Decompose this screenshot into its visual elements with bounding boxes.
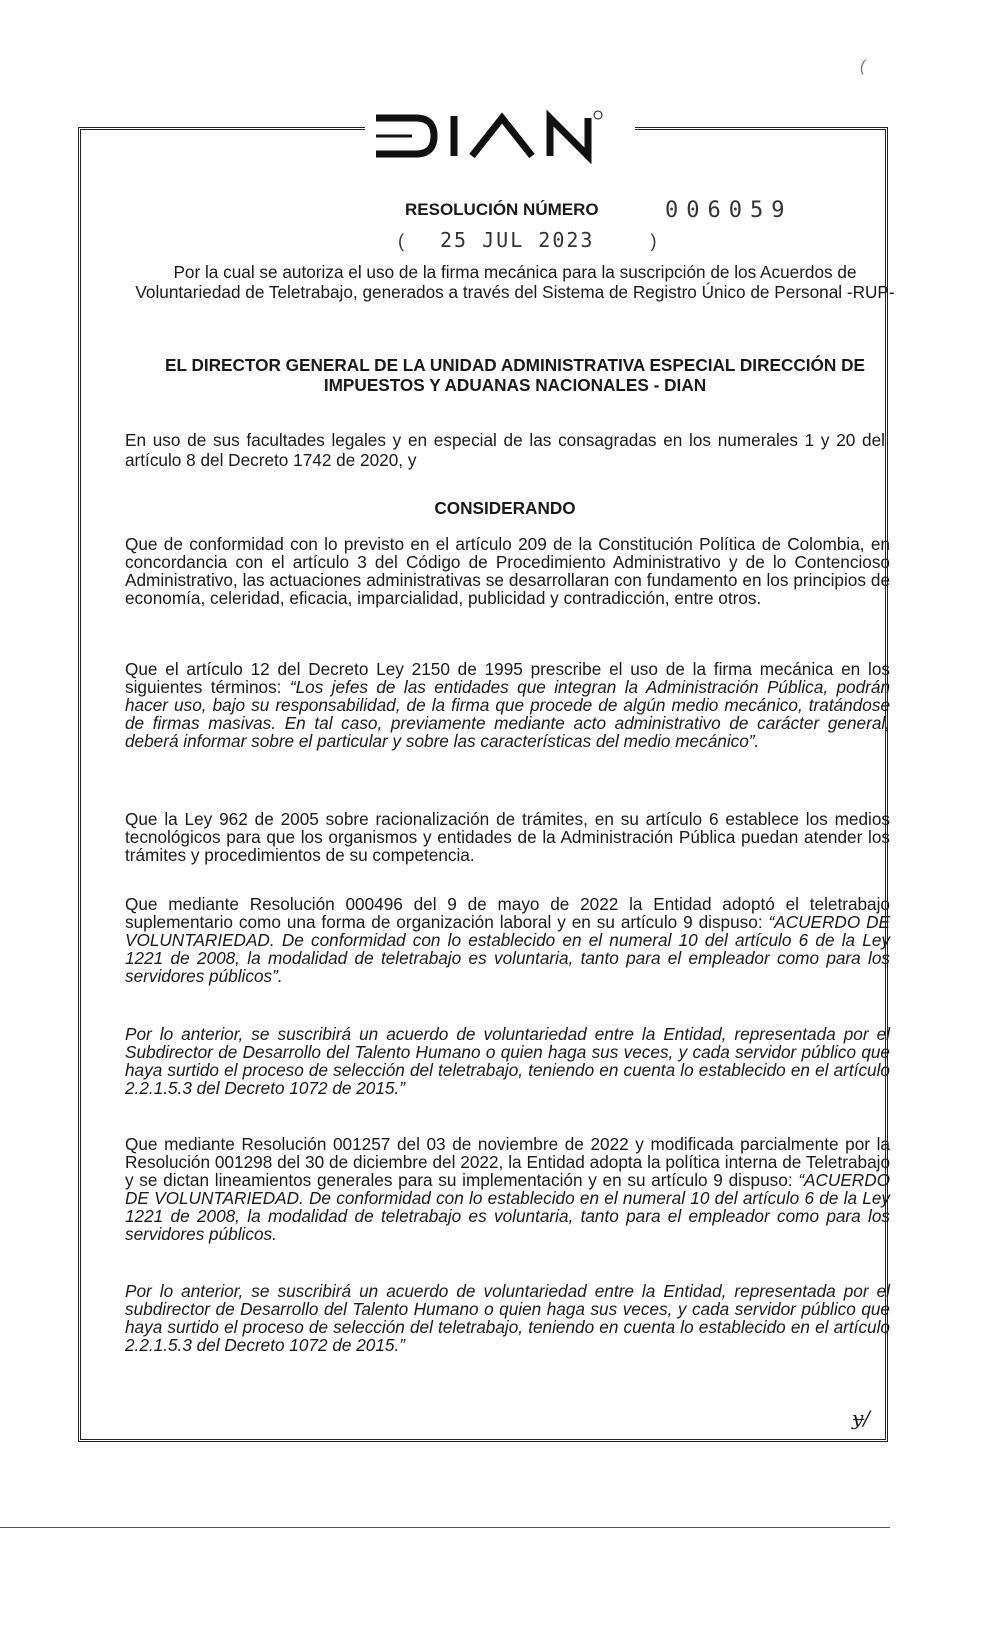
considerando-heading: CONSIDERANDO	[434, 498, 576, 518]
paragraph-6	[125, 1135, 890, 1243]
dian-logo	[372, 108, 634, 164]
date-close-paren: )	[650, 231, 657, 251]
resolution-date	[398, 228, 656, 252]
paragraph-6-quote: “ACUERDO DE VOLUNTARIEDAD. De conformidad con lo establecido en el numeral 10 del artículo 6 de la Ley 1221 de 2008, la modalidad de teletrabajo es voluntaria, tanto para el empleador como para los servidores públicos.	[125, 1170, 890, 1244]
paragraph-7: Por lo anterior, se suscribirá un acuerdo de voluntariedad entre la Entidad, representada por el subdirector de Desarrollo del Talento Humano o quien haga sus veces, y cada servidor público que haya surtido el proceso de selección del teletrabajo, teniendo en cuenta lo establecido en el artículo 2.2.1.5.3 del Decreto 1072 de 2015.”	[125, 1281, 890, 1355]
paragraph-4	[125, 895, 890, 985]
paragraph-3: Que la Ley 962 de 2005 sobre racionalización de trámites, en su artículo 6 establece los medios tecnológicos para que los organismos y entidades de la Administración Pública puedan atender los trámites y procedimientos de su competencia.	[125, 809, 890, 865]
paragraph-4-quote: “ACUERDO DE VOLUNTARIEDAD. De conformidad con lo establecido en el numeral 10 del artículo 6 de la Ley 1221 de 2008, la modalidad de teletrabajo es voluntaria, tanto para el empleador como para los servidores públicos”.	[125, 912, 890, 986]
powers-paragraph: En uso de sus facultades legales y en especial de las consagradas en los numerales 1 y 20 del artículo 8 del Decreto 1742 de 2020, y	[125, 430, 885, 470]
paragraph-4-intro: Que mediante Resolución 000496 del 9 de mayo de 2022 la Entidad adoptó el teletrabajo suplementario como una forma de organización laboral y en su artículo 9 dispuso:	[125, 894, 890, 932]
scan-mark: (	[860, 58, 866, 75]
document-frame	[78, 127, 888, 1442]
initials-mark: ɏ/	[852, 1406, 871, 1430]
paragraph-2	[125, 660, 890, 750]
subject: Por la cual se autoriza el uso de la firma mecánica para la suscripción de los Acuerdos de Voluntariedad de Teletrabajo, generados a través del Sistema de Registro Único de Personal -RUP-	[135, 262, 895, 302]
paragraph-2-intro: Que el artículo 12 del Decreto Ley 2150 de 1995 prescribe el uso de la firma mecánica en los siguientes términos:	[125, 659, 890, 697]
authority: EL DIRECTOR GENERAL DE LA UNIDAD ADMINISTRATIVA ESPECIAL DIRECCIÓN DE IMPUESTOS Y ADUANAS NACIONALES - DIAN	[165, 355, 865, 395]
paragraph-5: Por lo anterior, se suscribirá un acuerdo de voluntariedad entre la Entidad, representada por el Subdirector de Desarrollo del Talento Humano o quien haga sus veces, y cada servidor público que haya surtido el proceso de selección del teletrabajo, teniendo en cuenta lo establecido en el artículo 2.2.1.5.3 del Decreto 1072 de 2015.”	[125, 1024, 890, 1098]
page-bottom-rule	[0, 1527, 890, 1528]
date-open-paren: (	[398, 231, 404, 251]
resolution-number: 006059	[665, 198, 793, 223]
date-value: 25 JUL 2023	[440, 228, 595, 252]
paragraph-6-intro: Que mediante Resolución 001257 del 03 de noviembre de 2022 y modificada parcialmente por la Resolución 001298 del 30 de diciembre del 2022, la Entidad adopta la política interna de Teletrabajo y se dictan lineamientos generales para su implementación y en su artículo 9 dispuso:	[125, 1134, 890, 1190]
paragraph-2-quote: “Los jefes de las entidades que integran la Administración Pública, podrán hacer uso, bajo su responsabilidad, de la firma que procede de algún medio mecánico, tratándose de firmas masivas. En tal caso, previamente mediante acto administrativo de carácter general, deberá informar sobre el particular y sobre las características del medio mecánico”.	[125, 677, 890, 751]
paragraph-1: Que de conformidad con lo previsto en el artículo 209 de la Constitución Política de Colombia, en concordancia con el artículo 3 del Código de Procedimiento Administrativo y de lo Contencioso Administrativo, las actuaciones administrativas se desarrollaran con fundamento en los principios de economía, celeridad, eficacia, imparcialidad, publicidad y contradicción, entre otros.	[125, 534, 890, 608]
resolution-label: RESOLUCIÓN NÚMERO	[405, 200, 599, 219]
